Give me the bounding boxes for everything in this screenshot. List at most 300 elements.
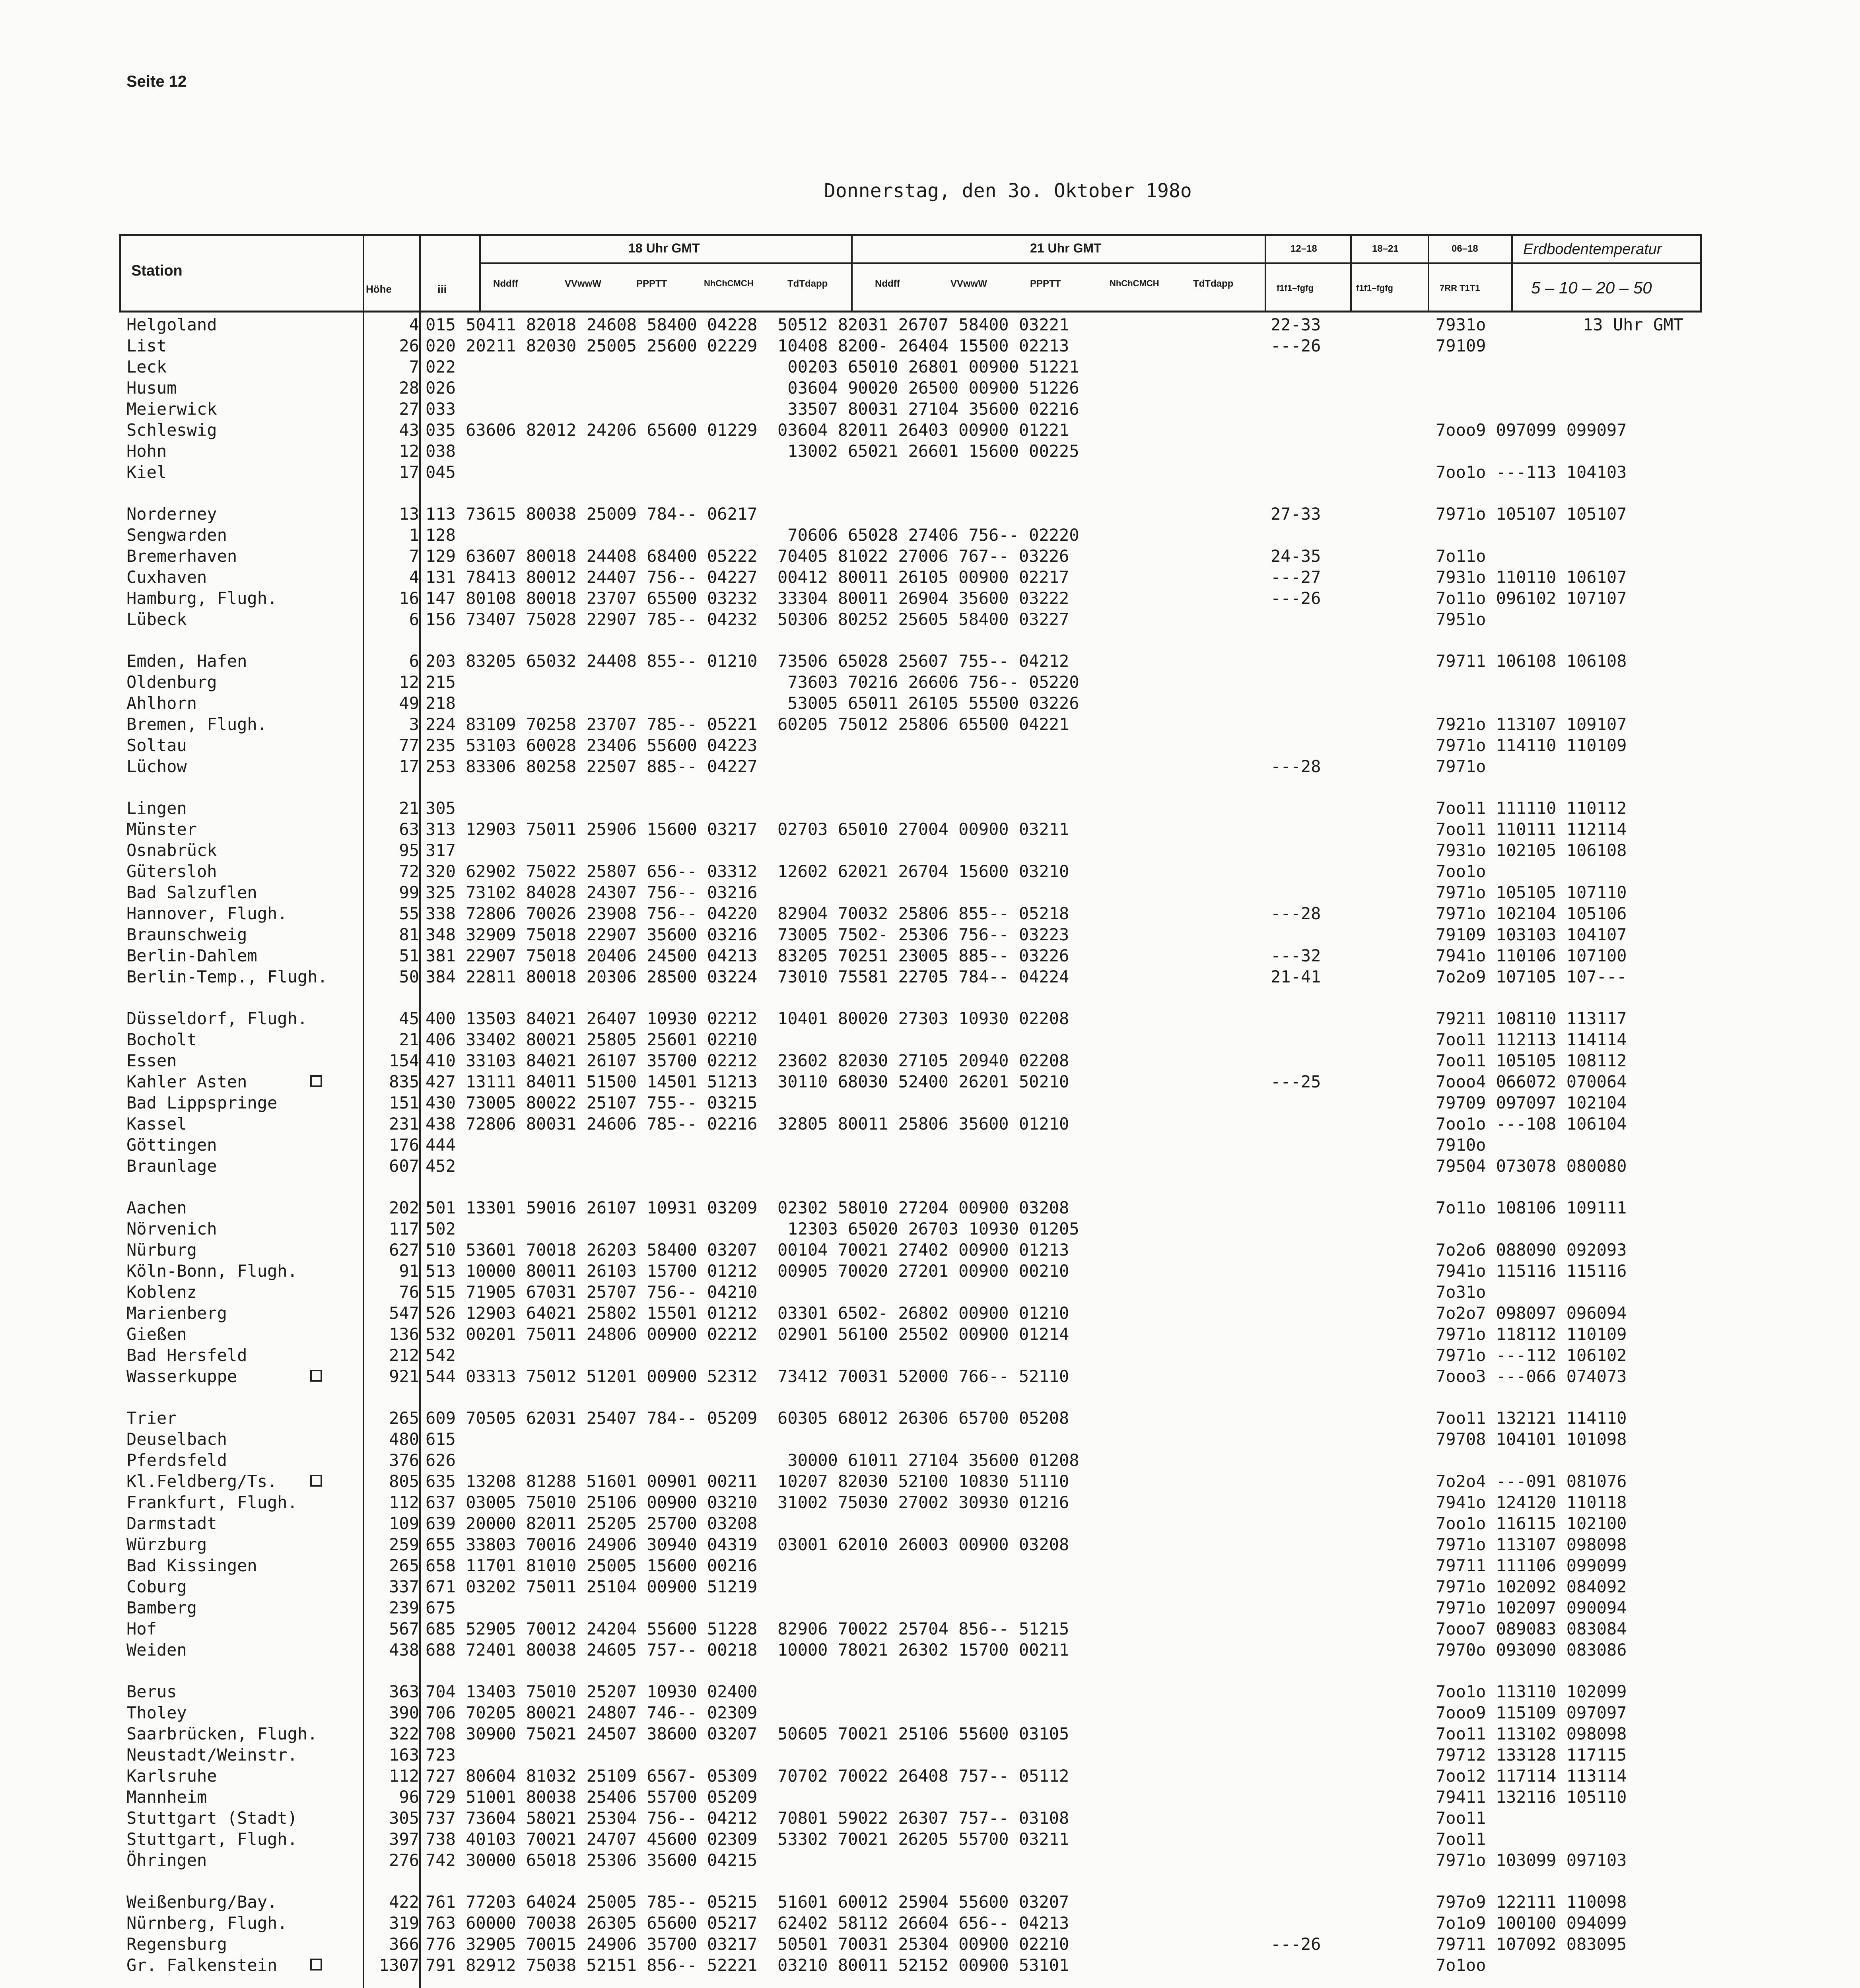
soil-temperature: 7971o 102092 084092	[1436, 1577, 1627, 1596]
range-value: ---27	[1271, 567, 1321, 587]
square-icon	[310, 1475, 322, 1487]
station-name: Bad Salzuflen	[126, 883, 257, 902]
station-height: 567	[389, 1619, 419, 1639]
observation-codes: 675	[426, 1598, 456, 1617]
soil-temperature: 7o11o	[1436, 546, 1486, 566]
observation-codes: 022 00203 65010 26801 00900 51221	[426, 357, 1079, 377]
range-value: ---32	[1271, 946, 1321, 965]
observation-codes: 438 72806 80031 24606 785-- 02216 32805 80011 25806 35600 01210	[426, 1114, 1069, 1134]
observation-codes: 791 82912 75038 52151 856-- 52221 03210 80011 52152 00900 53101	[426, 1955, 1069, 1975]
observation-codes: 635 13208 81288 51601 00901 00211 10207 82030 52100 10830 51110	[426, 1472, 1069, 1491]
station-height: 6	[409, 610, 419, 629]
observation-codes: 639 20000 82011 25205 25700 03208	[426, 1514, 758, 1533]
station-name: Würzburg	[126, 1535, 207, 1554]
observation-codes: 542	[426, 1345, 456, 1365]
station-name: Weiden	[126, 1640, 187, 1660]
column-divider	[1511, 234, 1513, 313]
soil-temperature: 79711 107092 083095	[1436, 1934, 1627, 1954]
header-21-col1: Nddff	[875, 278, 900, 289]
soil-temperature: 79711 106108 106108	[1436, 651, 1627, 671]
station-height: 921	[389, 1367, 419, 1386]
station-height: 95	[399, 841, 419, 860]
soil-temperature: 7o2o9 107105 107---	[1436, 967, 1627, 986]
station-height: 99	[399, 883, 419, 902]
observation-codes: 532 00201 75011 24806 00900 02212 02901 56100 25502 00900 01214	[426, 1324, 1069, 1344]
station-name: Emden, Hafen	[126, 651, 247, 671]
station-height: 7	[409, 546, 419, 566]
station-height: 322	[389, 1724, 419, 1743]
station-height: 6	[409, 651, 419, 671]
station-height: 259	[389, 1535, 419, 1554]
observation-codes: 381 22907 75018 20406 24500 04213 83205 70251 23005 885-- 03226	[426, 946, 1069, 965]
observation-codes: 501 13301 59016 26107 10931 03209 02302 58010 27204 00900 03208	[426, 1198, 1069, 1217]
station-height: 7	[409, 357, 419, 377]
column-divider	[1265, 234, 1266, 313]
square-icon	[310, 1075, 322, 1087]
observation-codes: 637 03005 75010 25106 00900 03210 31002 75030 27002 30930 01216	[426, 1493, 1069, 1512]
soil-temperature: 7971o ---112 106102	[1436, 1345, 1627, 1365]
observation-codes: 033 33507 80031 27104 35600 02216	[426, 399, 1079, 419]
station-height: 12	[399, 441, 419, 461]
station-height: 13	[399, 504, 419, 524]
station-height: 154	[389, 1051, 419, 1070]
station-name: Helgoland	[126, 315, 217, 334]
square-icon	[310, 1370, 322, 1382]
header-range-12-18-sub: f1f1–fgfg	[1277, 283, 1314, 293]
soil-temperature: 79709 097097 102104	[1436, 1093, 1627, 1112]
station-height: 76	[399, 1282, 419, 1302]
soil-temperature: 7971o 102104 105106	[1436, 904, 1627, 923]
station-name: Bamberg	[126, 1598, 197, 1617]
station-name: Frankfurt, Flugh.	[126, 1493, 297, 1512]
station-height: 96	[399, 1787, 419, 1807]
station-height: 363	[389, 1682, 419, 1701]
station-name: Soltau	[126, 736, 187, 755]
range-value: ---28	[1271, 757, 1321, 776]
header-range-18-21-sub: f1f1–fgfg	[1356, 283, 1393, 293]
header-erdboden-note: 13 Uhr GMT	[1583, 315, 1683, 334]
soil-temperature: 7971o	[1436, 757, 1486, 776]
station-name: Berlin-Dahlem	[126, 946, 257, 965]
soil-temperature: 7971o 103099 097103	[1436, 1850, 1627, 1870]
observation-codes: 253 83306 80258 22507 885-- 04227	[426, 757, 758, 776]
soil-temperature: 7oo1o ---108 106104	[1436, 1114, 1627, 1134]
observation-codes: 658 11701 81010 25005 15600 00216	[426, 1556, 758, 1575]
observation-codes: 224 83109 70258 23707 785-- 05221 60205 75012 25806 65500 04221	[426, 714, 1069, 734]
station-name: Marienberg	[126, 1303, 227, 1323]
station-name: Bad Kissingen	[126, 1556, 257, 1575]
soil-temperature: 7o31o	[1436, 1282, 1486, 1302]
station-name: Lübeck	[126, 610, 187, 629]
observation-codes: 723	[426, 1745, 456, 1765]
soil-temperature: 7o2o6 088090 092093	[1436, 1240, 1627, 1260]
soil-temperature: 7o2o4 ---091 081076	[1436, 1472, 1627, 1491]
observation-codes: 430 73005 80022 25107 755-- 03215	[426, 1093, 758, 1112]
station-height: 16	[399, 588, 419, 608]
header-rule	[479, 262, 1702, 264]
station-name: Essen	[126, 1051, 177, 1070]
observation-codes: 427 13111 84011 51500 14501 51213 30110 68030 52400 26201 50210	[426, 1072, 1069, 1091]
station-height: 202	[389, 1198, 419, 1217]
station-height: 28	[399, 378, 419, 398]
station-height: 438	[389, 1640, 419, 1660]
observation-codes: 035 63606 82012 24206 65600 01229 03604 82011 26403 00900 01221	[426, 420, 1069, 440]
soil-temperature: 7o11o 108106 109111	[1436, 1198, 1627, 1217]
station-height: 607	[389, 1156, 419, 1176]
observation-codes: 526 12903 64021 25802 15501 01212 03301 6502- 26802 00900 01210	[426, 1303, 1069, 1323]
observation-codes: 156 73407 75028 22907 785-- 04232 50306 80252 25605 58400 03227	[426, 610, 1069, 629]
station-name: Berlin-Temp., Flugh.	[126, 967, 328, 986]
station-name: Coburg	[126, 1577, 187, 1596]
observation-codes: 147 80108 80018 23707 65500 03232 33304 80011 26904 35600 03222	[426, 588, 1069, 608]
observation-codes: 626 30000 61011 27104 35600 01208	[426, 1450, 1079, 1470]
header-18-col5: TdTdapp	[787, 278, 828, 289]
soil-temperature: 7oo11 110111 112114	[1436, 819, 1627, 839]
soil-temperature: 7oo11	[1436, 1829, 1486, 1849]
station-height: 51	[399, 946, 419, 965]
soil-temperature: 7oo11 105105 108112	[1436, 1051, 1627, 1070]
station-height: 276	[389, 1850, 419, 1870]
soil-temperature: 7ooo3 ---066 074073	[1436, 1367, 1627, 1386]
observation-codes: 729 51001 80038 25406 55700 05209	[426, 1787, 758, 1807]
observation-codes: 406 33402 80021 25805 25601 02210	[426, 1030, 758, 1049]
station-name: Gr. Falkenstein	[126, 1955, 278, 1975]
header-station: Station	[131, 262, 183, 279]
observation-codes: 513 10000 80011 26103 15700 01212 00905 70020 27201 00900 00210	[426, 1261, 1069, 1281]
station-name: Kl.Feldberg/Ts.	[126, 1472, 278, 1491]
station-name: Gütersloh	[126, 862, 217, 881]
station-name: Cuxhaven	[126, 567, 207, 587]
station-height: 112	[389, 1766, 419, 1786]
soil-temperature: 79109	[1436, 336, 1486, 355]
observation-codes: 685 52905 70012 24204 55600 51228 82906 70022 25704 856-- 51215	[426, 1619, 1069, 1639]
station-name: Düsseldorf, Flugh.	[126, 1009, 308, 1028]
range-value: ---25	[1271, 1072, 1321, 1091]
observation-codes: 128 70606 65028 27406 756-- 02220	[426, 525, 1079, 545]
station-height: 176	[389, 1135, 419, 1155]
header-18-col3: PPPTT	[636, 278, 667, 289]
observation-codes: 708 30900 75021 24507 38600 03207 50605 70021 25106 55600 03105	[426, 1724, 1069, 1743]
station-name: Göttingen	[126, 1135, 217, 1155]
station-name: Deuselbach	[126, 1429, 227, 1449]
header-18-uhr: 18 Uhr GMT	[628, 241, 700, 255]
soil-temperature: 7ooo4 066072 070064	[1436, 1072, 1627, 1091]
observation-codes: 313 12903 75011 25906 15600 03217 02703 65010 27004 00900 03211	[426, 819, 1069, 839]
station-name: Neustadt/Weinstr.	[126, 1745, 297, 1765]
soil-temperature: 7971o 113107 098098	[1436, 1535, 1627, 1554]
station-name: Norderney	[126, 504, 217, 524]
observation-codes: 020 20211 82030 25005 25600 02229 10408 8200- 26404 15500 02213	[426, 336, 1069, 355]
station-height: 835	[389, 1072, 419, 1091]
station-height: 4	[409, 315, 419, 334]
observation-codes: 688 72401 80038 24605 757-- 00218 10000 78021 26302 15700 00211	[426, 1640, 1069, 1660]
station-name: Lingen	[126, 798, 187, 818]
range-value: ---26	[1271, 336, 1321, 355]
soil-temperature: 79712 133128 117115	[1436, 1745, 1627, 1765]
station-name: Osnabrück	[126, 841, 217, 860]
station-height: 72	[399, 862, 419, 881]
range-value: 21-41	[1271, 967, 1321, 986]
range-value: 27-33	[1271, 504, 1321, 524]
soil-temperature: 7oo1o 116115 102100	[1436, 1514, 1627, 1533]
soil-temperature: 7971o 114110 110109	[1436, 736, 1627, 755]
soil-temperature: 7oo11	[1436, 1808, 1486, 1828]
range-value: ---26	[1271, 1934, 1321, 1954]
station-name: Münster	[126, 819, 197, 839]
station-height: 117	[389, 1219, 419, 1239]
station-name: Köln-Bonn, Flugh.	[126, 1261, 297, 1281]
soil-temperature: 7o11o 096102 107107	[1436, 588, 1627, 608]
soil-temperature: 7oo11 112113 114114	[1436, 1030, 1627, 1049]
soil-temperature: 7971o 105105 107110	[1436, 883, 1627, 902]
station-name: Pferdsfeld	[126, 1450, 227, 1470]
station-name: Saarbrücken, Flugh.	[126, 1724, 318, 1743]
observation-codes: 325 73102 84028 24307 756-- 03216	[426, 883, 758, 902]
observation-codes: 706 70205 80021 24807 746-- 02309	[426, 1703, 758, 1722]
station-height: 151	[389, 1093, 419, 1112]
observation-codes: 738 40103 70021 24707 45600 02309 53302 70021 26205 55700 03211	[426, 1829, 1069, 1849]
observation-codes: 218 53005 65011 26105 55500 03226	[426, 693, 1079, 713]
observation-codes: 131 78413 80012 24407 756-- 04227 00412 80011 26105 00900 02217	[426, 567, 1069, 587]
station-height: 305	[389, 1808, 419, 1828]
column-divider	[1350, 234, 1352, 313]
station-height: 21	[399, 798, 419, 818]
observation-codes: 305	[426, 798, 456, 818]
station-name: Oldenburg	[126, 672, 217, 692]
observation-codes: 737 73604 58021 25304 756-- 04212 70801 59022 26307 757-- 03108	[426, 1808, 1069, 1828]
soil-temperature: 79411 132116 105110	[1436, 1787, 1627, 1807]
station-name: Koblenz	[126, 1282, 197, 1302]
header-18-col2: VVwwW	[565, 278, 602, 289]
station-name: Öhringen	[126, 1850, 207, 1870]
soil-temperature: 7941o 110106 107100	[1436, 946, 1627, 965]
observation-codes: 348 32909 75018 22907 35600 03216 73005 7502- 25306 756-- 03223	[426, 925, 1069, 944]
station-height: 12	[399, 672, 419, 692]
station-height: 480	[389, 1429, 419, 1449]
station-height: 390	[389, 1703, 419, 1722]
observation-codes: 338 72806 70026 23908 756-- 04220 82904 70032 25806 855-- 05218	[426, 904, 1069, 923]
observation-codes: 671 03202 75011 25104 00900 51219	[426, 1577, 758, 1596]
station-name: Ahlhorn	[126, 693, 197, 713]
station-name: Nürnberg, Flugh.	[126, 1913, 288, 1933]
observation-codes: 215 73603 70216 26606 756-- 05220	[426, 672, 1079, 692]
station-height: 50	[399, 967, 419, 986]
header-range-06-18-sub: 7RR T1T1	[1440, 283, 1480, 293]
header-range-12-18: 12–18	[1291, 243, 1317, 254]
header-range-06-18: 06–18	[1452, 243, 1478, 254]
column-divider	[479, 234, 481, 313]
station-height: 26	[399, 336, 419, 355]
observation-codes: 742 30000 65018 25306 35600 04215	[426, 1850, 758, 1870]
soil-temperature: 7ooo7 089083 083084	[1436, 1619, 1627, 1639]
observation-codes: 727 80604 81032 25109 6567- 05309 70702 70022 26408 757-- 05112	[426, 1766, 1069, 1786]
station-height: 136	[389, 1324, 419, 1344]
soil-temperature: 7971o 102097 090094	[1436, 1598, 1627, 1617]
range-value: ---26	[1271, 588, 1321, 608]
soil-temperature: 7971o 118112 110109	[1436, 1324, 1627, 1344]
soil-temperature: 7931o 110110 106107	[1436, 567, 1627, 587]
station-name: Hohn	[126, 441, 167, 461]
observation-codes: 317	[426, 841, 456, 860]
station-height: 45	[399, 1009, 419, 1028]
observation-codes: 776 32905 70015 24906 35700 03217 50501 70031 25304 00900 02210	[426, 1934, 1069, 1954]
observation-codes: 320 62902 75022 25807 656-- 03312 12602 62021 26704 15600 03210	[426, 862, 1069, 881]
soil-temperature: 7oo12 117114 113114	[1436, 1766, 1627, 1786]
soil-temperature: 7921o 113107 109107	[1436, 714, 1627, 734]
column-divider	[1428, 234, 1429, 313]
station-name: Berus	[126, 1682, 177, 1701]
header-21-col3: PPPTT	[1030, 278, 1061, 289]
header-erdboden-depths: 5 – 10 – 20 – 50	[1531, 278, 1652, 297]
observation-codes: 113 73615 80038 25009 784-- 06217	[426, 504, 758, 524]
station-name: Meierwick	[126, 399, 217, 419]
station-name: Bad Hersfeld	[126, 1345, 247, 1365]
soil-temperature: 7931o 102105 106108	[1436, 841, 1627, 860]
observation-codes: 763 60000 70038 26305 65600 05217 62402 58112 26604 656-- 04213	[426, 1913, 1069, 1933]
station-height: 27	[399, 399, 419, 419]
soil-temperature: 7oo1o 113110 102099	[1436, 1682, 1627, 1701]
station-height: 422	[389, 1892, 419, 1912]
station-name: Bremen, Flugh.	[126, 714, 268, 734]
square-icon	[310, 1959, 322, 1971]
station-height: 366	[389, 1934, 419, 1954]
observation-codes: 502 12303 65020 26703 10930 01205	[426, 1219, 1079, 1239]
observation-codes: 045	[426, 462, 456, 482]
soil-temperature: 7o1o9 100100 094099	[1436, 1913, 1627, 1933]
station-name: Lüchow	[126, 757, 187, 776]
header-21-col5: TdTdapp	[1193, 278, 1234, 289]
observation-codes: 384 22811 80018 20306 28500 03224 73010 75581 22705 784-- 04224	[426, 967, 1069, 986]
observation-codes: 704 13403 75010 25207 10930 02400	[426, 1682, 758, 1701]
header-erdboden: Erdbodentemperatur	[1523, 241, 1662, 258]
station-name: Husum	[126, 378, 177, 398]
station-height: 112	[389, 1493, 419, 1512]
station-name: Trier	[126, 1408, 177, 1428]
soil-temperature: 7oo11 111110 110112	[1436, 798, 1627, 818]
header-18-col1: Nddff	[493, 278, 518, 289]
station-height: 17	[399, 462, 419, 482]
soil-temperature: 7ooo9 097099 099097	[1436, 420, 1627, 440]
station-height: 77	[399, 736, 419, 755]
station-name: Braunlage	[126, 1156, 217, 1176]
observation-codes: 609 70505 62031 25407 784-- 05209 60305 68012 26306 65700 05208	[426, 1408, 1069, 1428]
soil-temperature: 7910o	[1436, 1135, 1486, 1155]
station-height: 212	[389, 1345, 419, 1365]
observation-codes: 544 03313 75012 51201 00900 52312 73412 70031 52000 766-- 52110	[426, 1367, 1069, 1386]
page-label: Seite 12	[126, 73, 187, 90]
soil-temperature: 7oo11 132121 114110	[1436, 1408, 1627, 1428]
station-height: 81	[399, 925, 419, 944]
station-name: Leck	[126, 357, 167, 377]
station-height: 63	[399, 819, 419, 839]
station-name: Kahler Asten	[126, 1072, 247, 1091]
observation-codes: 761 77203 64024 25005 785-- 05215 51601 60012 25904 55600 03207	[426, 1892, 1069, 1912]
soil-temperature: 79211 108110 113117	[1436, 1009, 1627, 1028]
station-height: 49	[399, 693, 419, 713]
station-name: Bremerhaven	[126, 546, 237, 566]
station-name: Hof	[126, 1619, 157, 1639]
header-18-col4: NhChCMCH	[704, 278, 754, 288]
soil-temperature: 7931o	[1436, 315, 1486, 334]
station-name: Nörvenich	[126, 1219, 217, 1239]
station-name: Kassel	[126, 1114, 187, 1134]
header-hoehe: Höhe	[366, 283, 392, 295]
station-height: 239	[389, 1598, 419, 1617]
header-21-uhr: 21 Uhr GMT	[1030, 241, 1102, 255]
station-height: 265	[389, 1556, 419, 1575]
station-name: Karlsruhe	[126, 1766, 217, 1786]
station-height: 547	[389, 1303, 419, 1323]
soil-temperature: 79109 103103 104107	[1436, 925, 1627, 944]
soil-temperature: 797o9 122111 110098	[1436, 1892, 1627, 1912]
soil-temperature: 7971o 105107 105107	[1436, 504, 1627, 524]
station-name: Tholey	[126, 1703, 187, 1722]
station-name: List	[126, 336, 167, 355]
soil-temperature: 7941o 124120 110118	[1436, 1493, 1627, 1512]
station-height: 627	[389, 1240, 419, 1260]
soil-temperature: 79504 073078 080080	[1436, 1156, 1627, 1176]
station-height: 337	[389, 1577, 419, 1596]
station-height: 3	[409, 714, 419, 734]
soil-temperature: 7970o 093090 083086	[1436, 1640, 1627, 1660]
station-name: Bocholt	[126, 1030, 197, 1049]
soil-temperature: 79711 111106 099099	[1436, 1556, 1627, 1575]
observation-codes: 203 83205 65032 24408 855-- 01210 73506 65028 25607 755-- 04212	[426, 651, 1069, 671]
observation-codes: 655 33803 70016 24906 30940 04319 03001 62010 26003 00900 03208	[426, 1535, 1069, 1554]
station-height: 265	[389, 1408, 419, 1428]
soil-temperature: 7oo1o	[1436, 862, 1486, 881]
station-name: Braunschweig	[126, 925, 247, 944]
header-iii: iii	[437, 283, 447, 295]
station-height: 55	[399, 904, 419, 923]
header-range-18-21: 18–21	[1372, 243, 1399, 254]
station-name: Wasserkuppe	[126, 1367, 237, 1386]
observation-codes: 400 13503 84021 26407 10930 02212 10401 80020 27303 10930 02208	[426, 1009, 1069, 1028]
station-name: Darmstadt	[126, 1514, 217, 1533]
station-height: 376	[389, 1450, 419, 1470]
soil-temperature: 7951o	[1436, 610, 1486, 629]
station-height: 43	[399, 420, 419, 440]
range-value: 24-35	[1271, 546, 1321, 566]
observation-codes: 510 53601 70018 26203 58400 03207 00104 70021 27402 00900 01213	[426, 1240, 1069, 1260]
station-name: Hamburg, Flugh.	[126, 588, 278, 608]
station-name: Schleswig	[126, 420, 217, 440]
observation-codes: 515 71905 67031 25707 756-- 04210	[426, 1282, 758, 1302]
date-line: Donnerstag, den 3o. Oktober 198o	[824, 180, 1192, 202]
station-height: 91	[399, 1261, 419, 1281]
column-divider	[851, 234, 853, 313]
observation-codes: 452	[426, 1156, 456, 1176]
header-21-col2: VVwwW	[950, 278, 987, 289]
station-height: 21	[399, 1030, 419, 1049]
soil-temperature: 7o2o7 098097 096094	[1436, 1303, 1627, 1323]
observation-codes: 015 50411 82018 24608 58400 04228 50512 82031 26707 58400 03221	[426, 315, 1069, 334]
station-name: Hannover, Flugh.	[126, 904, 288, 923]
observation-codes: 615	[426, 1429, 456, 1449]
station-height: 231	[389, 1114, 419, 1134]
station-name: Gießen	[126, 1324, 187, 1344]
station-name: Stuttgart, Flugh.	[126, 1829, 297, 1849]
station-name: Nürburg	[126, 1240, 197, 1260]
station-height: 397	[389, 1829, 419, 1849]
soil-temperature: 79708 104101 101098	[1436, 1429, 1627, 1449]
header-21-col4: NhChCMCH	[1110, 278, 1159, 288]
station-height: 805	[389, 1472, 419, 1491]
station-height: 319	[389, 1913, 419, 1933]
station-height: 163	[389, 1745, 419, 1765]
observation-codes: 038 13002 65021 26601 15600 00225	[426, 441, 1079, 461]
station-height: 1307	[379, 1955, 419, 1975]
